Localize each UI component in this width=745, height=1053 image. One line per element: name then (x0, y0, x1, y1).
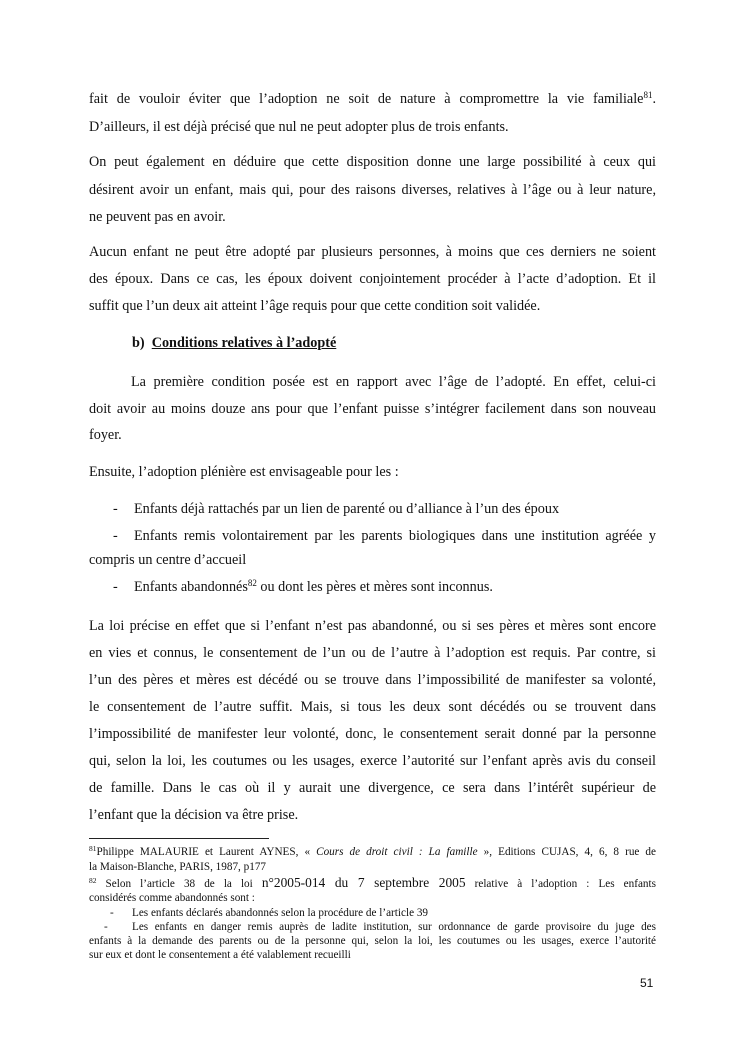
heading-marker: b) (132, 335, 145, 351)
paragraph-5-line-1: Ensuite, l’adoption plénière est envisageable pour les : (89, 464, 399, 480)
paragraph-6-line-3: l’un des pères et mères est décédé ou se trouve dans l’impossibilité de manifester sa volonté, (89, 672, 656, 688)
paragraph-6-line-5: l’impossibilité de manifester leur volonté, donc, le consentement serait donné par la personne (89, 726, 656, 742)
footnote-82-number: 82 (89, 876, 97, 885)
footnote-82-item-2-line-1: Les enfants en danger remis auprès de ladite institution, sur ordonnance de garde provisoire du juge des (132, 921, 656, 933)
text: Selon l’article 38 de la loi (96, 878, 262, 890)
footnote-ref-81[interactable]: 81 (643, 90, 653, 100)
footnote-81-number: 81 (89, 844, 97, 853)
footnote-81-line-1 (89, 845, 656, 859)
list-item-2-line-1: Enfants remis volontairement par les parents biologiques dans une institution agréée y (134, 528, 656, 544)
footnote-82-item-2-line-2: enfants à la demande des parents ou de la personne qui, selon la loi, les coutumes ou les usages, exerce l’autorité (89, 935, 656, 947)
text: ou dont les pères et mères sont inconnus. (256, 579, 493, 595)
paragraph-3-line-1: Aucun enfant ne peut être adopté par plusieurs personnes, à moins que ces derniers ne soient (89, 244, 656, 260)
paragraph-4-line-2: doit avoir au moins douze ans pour que l’enfant puisse s’intégrer facilement dans son nouveau (89, 401, 656, 417)
text: », Editions CUJAS, 4, 6, 8 rue de (477, 846, 656, 858)
paragraph-3-line-2: des époux. Dans ce cas, les époux doivent conjointement procéder à l’acte d’adoption. Et il (89, 271, 656, 287)
list-dash-3: - (113, 579, 118, 595)
footnote-81-line-2: la Maison-Blanche, PARIS, 1987, p177 (89, 861, 267, 873)
footnote-82-item-1: Les enfants déclarés abandonnés selon la procédure de l’article 39 (132, 907, 429, 919)
footnote-82-item-2-line-3: sur eux et dont le consentement a été valablement recueilli (89, 949, 351, 961)
paragraph-2-line-2: désirent avoir un enfant, mais qui, pour des raisons diverses, relatives à l’âge ou à leur nature, (89, 182, 656, 198)
list-item-3 (134, 578, 656, 596)
paragraph-4-line-3: foyer. (89, 427, 122, 443)
paragraph-6-line-1: La loi précise en effet que si l’enfant n’est pas abandonné, ou si ses pères et mères sont encore (89, 618, 656, 634)
paragraph-6-line-8: l’enfant que la décision va être prise. (89, 807, 299, 823)
paragraph-1-line-2: D’ailleurs, il est déjà précisé que nul ne peut adopter plus de trois enfants. (89, 119, 509, 135)
paragraph-1-line-1 (89, 90, 656, 108)
heading-title: Conditions relatives à l’adopté (151, 335, 337, 351)
footnote-82-dash-1: - (110, 907, 114, 919)
footnote-82-line-2: considérés comme abandonnés sont : (89, 892, 255, 904)
text: Enfants abandonnés (134, 579, 248, 595)
footnote-82-line-1 (89, 876, 656, 891)
footnote-separator (89, 838, 269, 839)
paragraph-2-line-3: ne peuvent pas en avoir. (89, 209, 226, 225)
paragraph-3-line-3: suffit que l’un deux ait atteint l’âge requis pour que cette condition soit validée. (89, 298, 541, 314)
text: Philippe MALAURIE et Laurent AYNES, « (96, 846, 317, 858)
page-number: 51 (640, 976, 654, 990)
paragraph-2-line-1: On peut également en déduire que cette disposition donne une large possibilité à ceux qui (89, 154, 656, 170)
paragraph-6-line-6: qui, selon la loi, les coutumes ou les usages, exerce l’autorité sur l’enfant après avis du conseil (89, 753, 656, 769)
text: relative à l’adoption : Les enfants (465, 878, 656, 890)
list-item-1: Enfants déjà rattachés par un lien de parenté ou d’alliance à l’un des époux (134, 501, 560, 517)
paragraph-6-line-4: le consentement de l’autre suffit. Mais, si tous les deux sont décédés ou se trouvent dans (89, 699, 656, 715)
law-reference: n°2005-014 du 7 septembre 2005 (261, 875, 466, 890)
text: . (652, 91, 656, 107)
list-dash-1: - (113, 501, 118, 517)
footnote-82-dash-2: - (104, 921, 108, 933)
list-item-2-line-2: compris un centre d’accueil (89, 552, 247, 568)
paragraph-6-line-7: de famille. Dans le cas où il y aurait une divergence, ce sera dans l’intérêt supérieur de (89, 780, 656, 796)
footnote-ref-82[interactable]: 82 (247, 578, 257, 588)
paragraph-4-line-1: La première condition posée est en rapport avec l’âge de l’adopté. En effet, celui-ci (131, 374, 656, 390)
book-title: Cours de droit civil : La famille (316, 846, 478, 858)
list-dash-2: - (113, 528, 118, 544)
section-heading (132, 334, 699, 352)
paragraph-6-line-2: en vies et connus, le consentement de l’un ou de l’autre à l’adoption est requis. Par contre, si (89, 645, 656, 661)
text: fait de vouloir éviter que l’adoption ne soit de nature à compromettre la vie familiale (89, 91, 644, 107)
